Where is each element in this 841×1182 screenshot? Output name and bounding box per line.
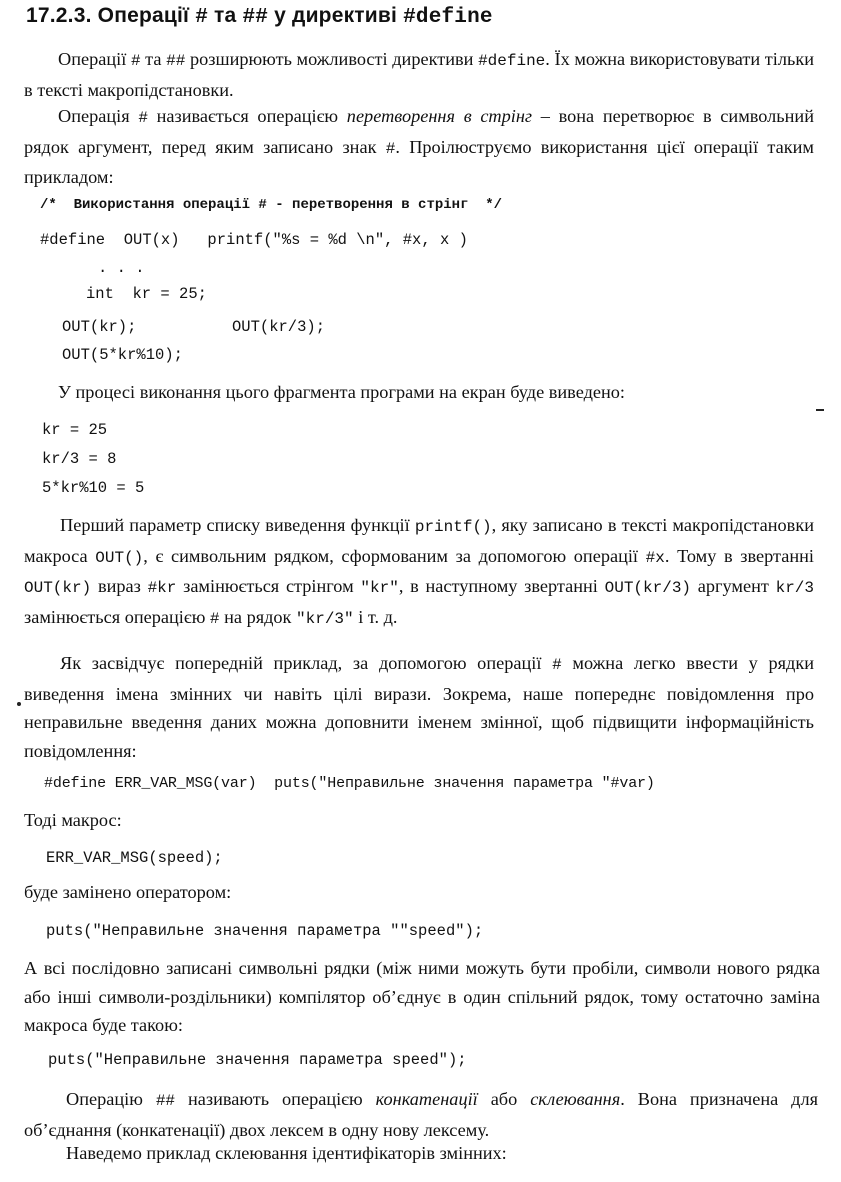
text: або (477, 1089, 531, 1109)
text: називають операцією (175, 1089, 376, 1109)
code-define-err-var-msg: #define ERR_VAR_MSG(var) puts("Неправильне значення параметра "#var) (44, 775, 655, 792)
text: замінюється операцією (24, 606, 210, 627)
code-define-out: #define OUT(x) printf("%s = %d \n", #x, x ) (40, 231, 468, 249)
text: . Їх можна використовувати тільки в тексті макропідстановки. (24, 49, 814, 100)
text: Перший параметр списку виведення функції (60, 515, 415, 535)
text: Операції (58, 49, 131, 69)
text: Операція (58, 106, 139, 126)
code-inline: ## (166, 52, 186, 70)
text: . Тому в звертанні (664, 545, 814, 566)
scan-dot (17, 702, 21, 706)
code-inline: # (130, 52, 141, 70)
text: називається операцією (147, 106, 347, 126)
text: розширюють можливості директиви (185, 49, 479, 69)
output-line-3: 5*kr%10 = 5 (42, 479, 145, 497)
code-inline: "kr/3" (296, 609, 354, 628)
paragraph-string-concat: А всі послідовно записані символьні рядки (між ними можуть бути пробіли, символи нового рядка або інші символи-роздільники) компілятор об’єднує в один спільний рядок, тому остаточно заміна макроса буде такою: (24, 958, 820, 1035)
heading-directive: #define (403, 6, 493, 29)
paragraph-next-example: Наведемо приклад склеювання ідентифікаторів змінних: (66, 1143, 507, 1163)
paragraph-concatenation (24, 1085, 818, 1144)
emphasis: перетворення в стрінг (346, 106, 533, 126)
code-out-expr: OUT(5*kr%10); (62, 346, 183, 364)
text: можна легко ввести у рядки виведення імена змінних чи навіть цілі вирази. Зокрема, наше попереднє повідомлення про неправильне введення даних можна доповнити іменем змінної, щоб підвищити інформаційність повідомлення: (24, 653, 815, 761)
code-inline: OUT(kr) (24, 579, 92, 597)
heading-op-double-hash: ## (242, 6, 269, 29)
text: вираз (91, 576, 148, 596)
paragraph-output-intro: У процесі виконання цього фрагмента програми на екран буде виведено: (58, 382, 626, 402)
section-number: 17.2.3. (26, 4, 92, 27)
code-comment-line: /* Використання операції # - перетворення в стрінг */ (40, 197, 503, 213)
code-inline: kr/3 (775, 579, 814, 597)
paragraph-stringize (24, 102, 814, 192)
text: та (140, 49, 167, 69)
heading-op-hash: # (195, 6, 208, 29)
code-inline: # (385, 139, 396, 158)
code-puts-two-strings: puts("Неправильне значення параметра ""speed"); (46, 922, 484, 940)
code-inline: printf() (414, 518, 492, 536)
code-out-kr-div3: OUT(kr/3); (232, 318, 326, 336)
code-inline: # (552, 656, 562, 674)
code-err-var-msg-call: ERR_VAR_MSG(speed); (46, 849, 223, 867)
text: аргумент (691, 576, 776, 596)
code-ellipsis: . . . (98, 259, 145, 277)
code-inline: "kr" (360, 579, 399, 597)
paragraph-example-usage (24, 649, 814, 765)
heading-word: Операції (97, 4, 190, 27)
paragraph-then-macro: Тоді макрос: (24, 810, 122, 830)
code-out-kr: OUT(kr); (62, 318, 137, 336)
paragraph-intro (24, 45, 814, 104)
heading-word-in-directive: у директиві (274, 4, 398, 27)
code-int-kr: int kr = 25; (86, 285, 207, 303)
text: Як засвідчує попередній приклад, за допомогою операції (60, 653, 553, 673)
code-inline: OUT(kr/3) (604, 579, 692, 597)
heading-word-and: та (214, 4, 237, 27)
code-inline: #define (478, 52, 546, 70)
text: , в наступному звертанні (398, 576, 605, 596)
scan-mark (816, 409, 824, 411)
text: . Проілюструємо використання цієї операції таким прикладом: (24, 136, 814, 187)
emphasis: склеювання (530, 1089, 621, 1109)
code-inline: # (138, 109, 148, 127)
text: – вона перетворює в символьний рядок аргумент, перед яким записано знак (24, 106, 814, 157)
code-inline: #kr (147, 579, 177, 597)
code-inline: OUT() (95, 548, 144, 567)
code-inline: ## (155, 1092, 176, 1110)
text: Операцію (66, 1089, 156, 1109)
emphasis: конкатенації (375, 1089, 478, 1109)
text: , є символьним рядком, сформованим за допомогою операції (143, 545, 646, 566)
section-heading (26, 4, 493, 29)
text: замінюється стрінгом (176, 576, 361, 596)
text: , яку записано в тексті макропідстановки макроса (24, 515, 814, 566)
paragraph-explanation (24, 511, 814, 633)
code-inline: #x (645, 548, 665, 567)
paragraph-replaced-by: буде замінено оператором: (24, 882, 232, 902)
output-line-1: kr = 25 (42, 421, 108, 439)
text: . Вона призначена для об’єднання (конкатенації) двох лексем в одну нову лексему. (24, 1089, 818, 1140)
text: і т. д. (353, 606, 398, 627)
code-puts-final: puts("Неправильне значення параметра speed"); (48, 1051, 467, 1069)
output-line-2: kr/3 = 8 (42, 450, 117, 468)
text: на рядок (219, 606, 297, 627)
code-inline: # (209, 609, 220, 628)
